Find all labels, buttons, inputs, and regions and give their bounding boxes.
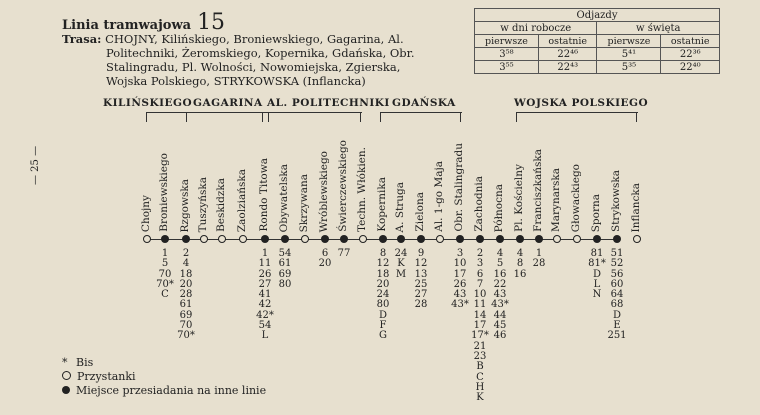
transfer-stop-dot	[476, 235, 484, 243]
connections-list: 8 12 18 20 24 80 D F G	[376, 248, 390, 342]
table-row	[475, 48, 720, 61]
time-cell: 22⁴⁰	[661, 61, 720, 74]
connections-list: 24 K M	[394, 248, 408, 280]
connections-list: 2 4 18 20 28 61 69 70 70*	[177, 248, 195, 342]
street-label-gdanska: GDAŃSKA	[392, 97, 456, 109]
transfer-stop-dot	[417, 235, 425, 243]
route-line-1: CHOJNY, Kilińskiego, Broniewskiego, Gagarina, Al.	[105, 32, 404, 46]
asterisk-icon: *	[62, 356, 68, 369]
connections-list: 77	[337, 248, 351, 259]
stop-circle	[633, 235, 641, 243]
page-number: — 25 —	[30, 145, 41, 185]
bracket-tick	[262, 112, 263, 122]
holiday-header: w święta	[597, 22, 720, 35]
stop-name: Marynarska	[550, 167, 562, 232]
time-cell: 3⁵⁸	[475, 48, 539, 61]
transfer-stop-dot	[496, 235, 504, 243]
stop-name: Strykowska	[610, 169, 622, 232]
route-description	[62, 32, 452, 88]
stop-name: Sporna	[590, 193, 602, 232]
connections-list: 2 3 6 7 10 11 14 17 17* 21 23 B C H K	[471, 248, 489, 404]
legend-text: Przystanki	[77, 370, 136, 383]
circle-icon	[62, 371, 71, 380]
street-bracket	[516, 112, 638, 113]
legend-text: Bis	[76, 356, 94, 369]
col-header: pierwsze	[597, 35, 661, 48]
transfer-stop-dot	[397, 235, 405, 243]
connections-list: 6 20	[318, 248, 332, 270]
bracket-tick	[636, 112, 637, 122]
bracket-tick	[460, 112, 461, 122]
line-number: 15	[197, 10, 226, 35]
legend	[62, 356, 266, 398]
street-label-politechniki: AL. POLITECHNIKI	[267, 97, 390, 109]
transfer-stop-dot	[161, 235, 169, 243]
street-bracket	[380, 112, 462, 113]
connections-list: 81 81* D L N	[588, 248, 606, 301]
stop-circle	[143, 235, 151, 243]
table-row	[475, 61, 720, 74]
connections-list: 1 28	[532, 248, 546, 270]
time-cell: 3⁵⁵	[475, 61, 539, 74]
bracket-tick	[146, 112, 147, 122]
weekday-header: w dni robocze	[475, 22, 597, 35]
connections-list: 4 5 16 22 43 43* 44 45 46	[491, 248, 509, 342]
street-label-wojska-polskiego: WOJSKA POLSKIEGO	[514, 97, 649, 109]
legend-item-bis	[62, 356, 266, 370]
stop-circle	[573, 235, 581, 243]
stop-name: Rzgowska	[179, 178, 191, 232]
col-header: ostatnie	[661, 35, 720, 48]
connections-list: 51 52 56 60 64 68 D E 251	[607, 248, 627, 342]
transfer-stop-dot	[593, 235, 601, 243]
stop-name: Tuszyńska	[197, 176, 209, 232]
stop-name: Obywatelska	[278, 163, 290, 232]
stop-name: Skrzywana	[298, 173, 310, 232]
transfer-stop-dot	[379, 235, 387, 243]
stop-circle	[436, 235, 444, 243]
stop-name: Północna	[493, 183, 505, 232]
stop-name: Inflancka	[630, 182, 642, 232]
stop-name: Techn. Włókien.	[356, 146, 368, 232]
connections-list: 54 61 69 80	[278, 248, 292, 290]
transfer-stop-dot	[340, 235, 348, 243]
connections-list: 4 8 16	[513, 248, 527, 280]
stop-name: Głowackiego	[570, 163, 582, 232]
stop-name: Obr. Stalingradu	[453, 143, 465, 232]
stop-name: Pl. Kościelny	[513, 164, 525, 232]
stop-name: Chojny	[140, 194, 152, 232]
dot-icon	[62, 386, 70, 394]
street-bracket	[186, 112, 264, 113]
time-cell: 22⁴³	[538, 61, 597, 74]
transfer-stop-dot	[281, 235, 289, 243]
bracket-tick	[380, 112, 381, 122]
route-line-4: Wojska Polskiego, STRYKOWSKA (Inflancka)	[106, 74, 366, 88]
route-line-2: Politechniki, Żeromskiego, Kopernika, Gdańska, Obr.	[106, 46, 415, 60]
stop-name: Zachodnia	[473, 176, 485, 232]
transfer-stop-dot	[182, 235, 190, 243]
transfer-stop-dot	[613, 235, 621, 243]
stop-name: Franciszkańska	[532, 149, 544, 232]
stop-name: Al. 1-go Maja	[433, 161, 445, 232]
stop-name: A. Struga	[394, 181, 406, 232]
time-cell: 22³⁶	[661, 48, 720, 61]
legend-text: Miejsce przesiadania na inne linie	[76, 384, 267, 397]
transfer-stop-dot	[516, 235, 524, 243]
bracket-tick	[186, 112, 187, 122]
stop-circle	[218, 235, 226, 243]
street-bracket	[262, 112, 362, 113]
stop-name: Beskidzka	[215, 178, 227, 232]
line-label: Linia tramwajowa	[62, 18, 192, 33]
col-header: ostatnie	[538, 35, 597, 48]
stop-circle	[239, 235, 247, 243]
stop-name: Broniewskiego	[158, 153, 170, 232]
time-cell: 5⁴¹	[597, 48, 661, 61]
transfer-stop-dot	[456, 235, 464, 243]
stop-circle	[553, 235, 561, 243]
time-cell: 5³⁵	[597, 61, 661, 74]
col-header: pierwsze	[475, 35, 539, 48]
connections-list: 9 12 13 25 27 28	[414, 248, 428, 311]
time-cell: 22⁴⁶	[538, 48, 597, 61]
bracket-tick	[516, 112, 517, 122]
legend-item-stops	[62, 370, 266, 384]
route-line-3: Stalingradu, Pl. Wolności, Nowomiejska, Zgierska,	[106, 60, 401, 74]
stop-name: Zielona	[414, 192, 426, 232]
street-bracket	[146, 112, 188, 113]
bracket-tick	[268, 112, 269, 122]
bracket-tick	[360, 112, 361, 122]
stop-name: Kopernika	[376, 177, 388, 232]
transfer-stop-dot	[261, 235, 269, 243]
stop-name: Wróblewskiego	[318, 150, 330, 232]
stop-circle	[359, 235, 367, 243]
stop-circle	[200, 235, 208, 243]
connections-list: 1 11 26 27 41 42 42* 54 L	[256, 248, 274, 342]
route-label: Trasa:	[62, 32, 102, 46]
departures-title: Odjazdy	[475, 9, 720, 22]
stop-circle	[301, 235, 309, 243]
transfer-stop-dot	[321, 235, 329, 243]
departures-table	[474, 8, 720, 74]
stop-name: Rondo Titowa	[258, 158, 270, 232]
legend-item-transfer	[62, 384, 266, 398]
stop-name: Zaolziańska	[236, 168, 248, 232]
street-label-kilinskiego: KILIŃSKIEGO	[103, 97, 193, 109]
transfer-stop-dot	[535, 235, 543, 243]
stop-name: Świerczewskiego	[337, 140, 349, 232]
connections-list: 1 5 70 70* C	[156, 248, 174, 301]
street-label-gagarina: GAGARINA	[193, 97, 263, 109]
connections-list: 3 10 17 26 43 43*	[451, 248, 469, 311]
